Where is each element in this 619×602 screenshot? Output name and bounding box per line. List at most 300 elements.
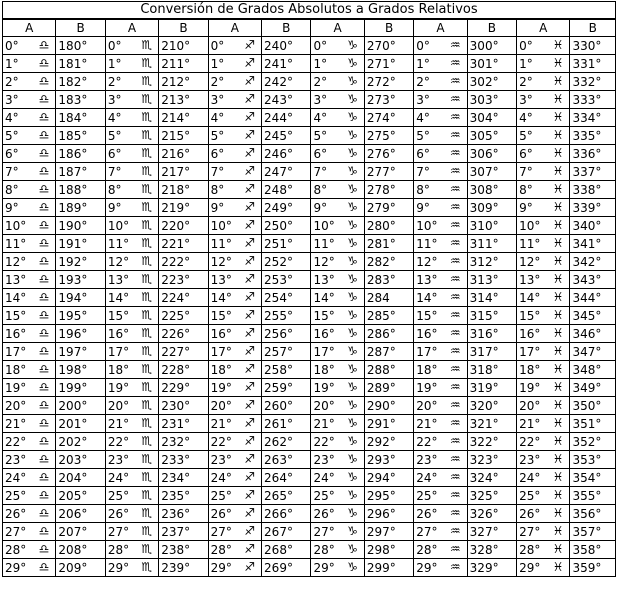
relative-degree-value: 26° [210, 506, 232, 521]
relative-degree-value: 5° [5, 128, 19, 143]
absolute-degree-cell: 260° [262, 397, 311, 415]
relative-degree-cell [517, 361, 570, 379]
capricorn-icon: ♑ [347, 344, 358, 358]
capricorn-icon: ♑ [347, 488, 358, 502]
capricorn-icon: ♑ [347, 290, 358, 304]
relative-degree-value: 8° [519, 182, 533, 197]
relative-degree-cell [517, 397, 570, 415]
relative-degree-value: 2° [416, 74, 430, 89]
relative-degree-value: 20° [210, 398, 232, 413]
relative-degree-value: 29° [210, 560, 232, 575]
relative-degree-cell [105, 271, 158, 289]
relative-degree-cell [208, 541, 261, 559]
column-header-a: A [3, 19, 56, 37]
absolute-degree-cell: 216° [159, 145, 208, 163]
sagittarius-icon: ♐ [244, 128, 256, 142]
relative-degree-cell [3, 73, 56, 91]
relative-degree-cell [208, 307, 261, 325]
relative-degree-value: 19° [313, 380, 335, 395]
relative-degree-cell [517, 469, 570, 487]
relative-degree-cell [105, 163, 158, 181]
relative-degree-cell [208, 55, 261, 73]
absolute-degree-cell: 328° [467, 541, 516, 559]
pisces-icon: ♓ [552, 272, 564, 286]
aquarius-icon: ♒ [449, 254, 461, 268]
absolute-degree-cell: 228° [159, 361, 208, 379]
capricorn-icon: ♑ [347, 272, 358, 286]
absolute-degree-cell: 272° [364, 73, 413, 91]
relative-degree-value: 10° [107, 218, 130, 233]
sagittarius-icon: ♐ [244, 542, 256, 556]
table-body [3, 37, 616, 577]
table-row [3, 163, 616, 181]
absolute-degree-cell: 283° [364, 271, 413, 289]
absolute-degree-cell: 226° [159, 325, 208, 343]
scorpio-icon: ♏ [141, 164, 153, 178]
capricorn-icon: ♑ [347, 38, 358, 52]
relative-degree-value: 3° [5, 92, 19, 107]
capricorn-icon: ♑ [347, 128, 358, 142]
absolute-degree-cell: 231° [159, 415, 208, 433]
absolute-degree-cell: 350° [570, 397, 616, 415]
relative-degree-cell [3, 217, 56, 235]
relative-degree-cell [414, 217, 467, 235]
absolute-degree-cell: 191° [56, 235, 105, 253]
relative-degree-value: 7° [416, 164, 430, 179]
relative-degree-value: 26° [416, 506, 438, 521]
capricorn-icon: ♑ [347, 506, 358, 520]
relative-degree-value: 4° [313, 110, 328, 125]
relative-degree-cell [208, 109, 261, 127]
relative-degree-value: 4° [107, 110, 122, 125]
relative-degree-value: 18° [210, 362, 232, 377]
relative-degree-cell [311, 307, 364, 325]
absolute-degree-cell: 321° [467, 415, 516, 433]
relative-degree-value: 3° [519, 92, 533, 107]
relative-degree-cell [517, 91, 570, 109]
relative-degree-value: 25° [210, 488, 232, 503]
column-header-b: B [467, 19, 516, 37]
relative-degree-cell [105, 433, 158, 451]
relative-degree-value: 12° [416, 254, 438, 269]
table-row [3, 541, 616, 559]
absolute-degree-cell: 189° [56, 199, 105, 217]
absolute-degree-cell: 266° [262, 505, 311, 523]
relative-degree-value: 5° [519, 128, 533, 143]
aquarius-icon: ♒ [449, 164, 461, 178]
relative-degree-value: 0° [5, 38, 19, 53]
relative-degree-cell [208, 217, 261, 235]
scorpio-icon: ♏ [141, 434, 153, 448]
relative-degree-value: 17° [416, 344, 438, 359]
pisces-icon: ♓ [552, 128, 564, 142]
absolute-degree-cell: 225° [159, 307, 208, 325]
aquarius-icon: ♒ [449, 308, 461, 322]
sagittarius-icon: ♐ [244, 470, 256, 484]
absolute-degree-cell: 342° [570, 253, 616, 271]
relative-degree-cell [105, 325, 158, 343]
relative-degree-value: 3° [313, 92, 328, 107]
relative-degree-value: 22° [416, 434, 438, 449]
relative-degree-value: 27° [210, 524, 232, 539]
relative-degree-value: 6° [313, 146, 328, 161]
relative-degree-value: 28° [416, 542, 438, 557]
table-row [3, 145, 616, 163]
sagittarius-icon: ♐ [244, 92, 256, 106]
relative-degree-cell [414, 253, 467, 271]
libra-icon: ♎ [38, 524, 50, 538]
relative-degree-cell [414, 469, 467, 487]
relative-degree-value: 10° [416, 218, 438, 233]
absolute-degree-cell: 249° [262, 199, 311, 217]
relative-degree-cell [208, 451, 261, 469]
absolute-degree-cell: 315° [467, 307, 516, 325]
relative-degree-value: 21° [519, 416, 541, 431]
absolute-degree-cell: 358° [570, 541, 616, 559]
capricorn-icon: ♑ [347, 200, 358, 214]
table-row [3, 451, 616, 469]
relative-degree-cell [517, 523, 570, 541]
aquarius-icon: ♒ [449, 524, 461, 538]
libra-icon: ♎ [38, 344, 50, 358]
table-row [3, 73, 616, 91]
relative-degree-value: 24° [107, 470, 130, 485]
absolute-degree-cell: 351° [570, 415, 616, 433]
absolute-degree-cell: 214° [159, 109, 208, 127]
relative-degree-cell [105, 451, 158, 469]
absolute-degree-cell: 294° [364, 469, 413, 487]
column-header-b: B [159, 19, 208, 37]
absolute-degree-cell: 271° [364, 55, 413, 73]
aquarius-icon: ♒ [449, 344, 461, 358]
relative-degree-value: 21° [313, 416, 335, 431]
absolute-degree-cell: 253° [262, 271, 311, 289]
relative-degree-cell [3, 163, 56, 181]
relative-degree-cell [517, 73, 570, 91]
absolute-degree-cell: 267° [262, 523, 311, 541]
scorpio-icon: ♏ [141, 506, 153, 520]
absolute-degree-cell: 236° [159, 505, 208, 523]
relative-degree-value: 14° [313, 290, 335, 305]
relative-degree-value: 6° [519, 146, 533, 161]
relative-degree-cell [208, 163, 261, 181]
relative-degree-cell [311, 163, 364, 181]
column-header-b: B [262, 19, 311, 37]
scorpio-icon: ♏ [141, 200, 153, 214]
relative-degree-cell [3, 37, 56, 55]
relative-degree-value: 0° [210, 38, 225, 53]
libra-icon: ♎ [38, 218, 50, 232]
scorpio-icon: ♏ [141, 470, 153, 484]
relative-degree-cell [414, 37, 467, 55]
absolute-degree-cell: 220° [159, 217, 208, 235]
relative-degree-cell [105, 487, 158, 505]
relative-degree-cell [517, 145, 570, 163]
relative-degree-cell [414, 451, 467, 469]
relative-degree-value: 24° [210, 470, 232, 485]
absolute-degree-cell: 190° [56, 217, 105, 235]
scorpio-icon: ♏ [141, 308, 153, 322]
capricorn-icon: ♑ [347, 416, 358, 430]
relative-degree-cell [517, 379, 570, 397]
absolute-degree-cell: 268° [262, 541, 311, 559]
capricorn-icon: ♑ [347, 326, 358, 340]
absolute-degree-cell: 206° [56, 505, 105, 523]
pisces-icon: ♓ [552, 452, 564, 466]
libra-icon: ♎ [38, 398, 50, 412]
relative-degree-value: 1° [5, 56, 19, 71]
relative-degree-value: 25° [416, 488, 438, 503]
absolute-degree-cell: 254° [262, 289, 311, 307]
pisces-icon: ♓ [552, 488, 564, 502]
relative-degree-value: 25° [107, 488, 130, 503]
absolute-degree-cell: 235° [159, 487, 208, 505]
relative-degree-cell [414, 127, 467, 145]
relative-degree-cell [208, 127, 261, 145]
absolute-degree-cell: 227° [159, 343, 208, 361]
relative-degree-value: 22° [210, 434, 232, 449]
pisces-icon: ♓ [552, 344, 564, 358]
scorpio-icon: ♏ [141, 362, 153, 376]
scorpio-icon: ♏ [141, 452, 153, 466]
libra-icon: ♎ [38, 542, 50, 556]
absolute-degree-cell: 337° [570, 163, 616, 181]
absolute-degree-cell: 182° [56, 73, 105, 91]
pisces-icon: ♓ [552, 38, 564, 52]
column-header-b: B [364, 19, 413, 37]
absolute-degree-cell: 259° [262, 379, 311, 397]
absolute-degree-cell: 204° [56, 469, 105, 487]
relative-degree-value: 2° [107, 74, 122, 89]
relative-degree-value: 4° [416, 110, 430, 125]
relative-degree-value: 12° [210, 254, 232, 269]
relative-degree-value: 4° [5, 110, 19, 125]
absolute-degree-cell: 184° [56, 109, 105, 127]
scorpio-icon: ♏ [141, 74, 153, 88]
table-row [3, 253, 616, 271]
absolute-degree-cell: 323° [467, 451, 516, 469]
relative-degree-cell [208, 289, 261, 307]
column-header-b: B [56, 19, 105, 37]
relative-degree-value: 22° [313, 434, 335, 449]
table-row [3, 487, 616, 505]
relative-degree-value: 6° [416, 146, 430, 161]
table-row [3, 271, 616, 289]
relative-degree-cell [311, 433, 364, 451]
relative-degree-value: 16° [5, 326, 27, 341]
table-row [3, 559, 616, 577]
absolute-degree-cell: 195° [56, 307, 105, 325]
absolute-degree-cell: 347° [570, 343, 616, 361]
pisces-icon: ♓ [552, 290, 564, 304]
pisces-icon: ♓ [552, 542, 564, 556]
relative-degree-value: 16° [313, 326, 335, 341]
relative-degree-cell [105, 145, 158, 163]
relative-degree-value: 19° [5, 380, 27, 395]
relative-degree-cell [311, 361, 364, 379]
relative-degree-value: 17° [519, 344, 541, 359]
relative-degree-cell [311, 73, 364, 91]
sagittarius-icon: ♐ [244, 74, 256, 88]
absolute-degree-cell: 201° [56, 415, 105, 433]
scorpio-icon: ♏ [141, 380, 153, 394]
absolute-degree-cell: 292° [364, 433, 413, 451]
absolute-degree-cell: 313° [467, 271, 516, 289]
absolute-degree-cell: 248° [262, 181, 311, 199]
relative-degree-cell [105, 397, 158, 415]
table-row [3, 199, 616, 217]
scorpio-icon: ♏ [141, 146, 153, 160]
absolute-degree-cell: 257° [262, 343, 311, 361]
capricorn-icon: ♑ [347, 524, 358, 538]
relative-degree-cell [414, 523, 467, 541]
relative-degree-value: 2° [210, 74, 225, 89]
absolute-degree-cell: 180° [56, 37, 105, 55]
pisces-icon: ♓ [552, 470, 564, 484]
relative-degree-value: 17° [210, 344, 232, 359]
absolute-degree-cell: 295° [364, 487, 413, 505]
relative-degree-cell [517, 541, 570, 559]
pisces-icon: ♓ [552, 74, 564, 88]
absolute-degree-cell: 233° [159, 451, 208, 469]
relative-degree-cell [208, 271, 261, 289]
capricorn-icon: ♑ [347, 146, 358, 160]
libra-icon: ♎ [38, 236, 50, 250]
pisces-icon: ♓ [552, 182, 564, 196]
absolute-degree-cell: 261° [262, 415, 311, 433]
relative-degree-value: 28° [519, 542, 541, 557]
scorpio-icon: ♏ [141, 56, 153, 70]
scorpio-icon: ♏ [141, 110, 153, 124]
libra-icon: ♎ [38, 452, 50, 466]
relative-degree-cell [517, 199, 570, 217]
sagittarius-icon: ♐ [244, 452, 256, 466]
relative-degree-value: 26° [519, 506, 541, 521]
absolute-degree-cell: 188° [56, 181, 105, 199]
relative-degree-cell [105, 505, 158, 523]
relative-degree-value: 8° [313, 182, 328, 197]
relative-degree-value: 27° [416, 524, 438, 539]
relative-degree-cell [3, 451, 56, 469]
relative-degree-cell [3, 505, 56, 523]
capricorn-icon: ♑ [347, 56, 358, 70]
relative-degree-value: 18° [416, 362, 438, 377]
absolute-degree-cell: 310° [467, 217, 516, 235]
scorpio-icon: ♏ [141, 326, 153, 340]
relative-degree-value: 28° [210, 542, 232, 557]
relative-degree-value: 11° [519, 236, 541, 251]
relative-degree-cell [414, 415, 467, 433]
sagittarius-icon: ♐ [244, 344, 256, 358]
relative-degree-cell [208, 523, 261, 541]
absolute-degree-cell: 245° [262, 127, 311, 145]
relative-degree-cell [517, 217, 570, 235]
relative-degree-cell [517, 559, 570, 577]
relative-degree-cell [311, 415, 364, 433]
absolute-degree-cell: 198° [56, 361, 105, 379]
relative-degree-cell [105, 37, 158, 55]
capricorn-icon: ♑ [347, 362, 358, 376]
relative-degree-value: 12° [5, 254, 27, 269]
absolute-degree-cell: 224° [159, 289, 208, 307]
scorpio-icon: ♏ [141, 92, 153, 106]
absolute-degree-cell: 341° [570, 235, 616, 253]
sagittarius-icon: ♐ [244, 56, 256, 70]
libra-icon: ♎ [38, 164, 50, 178]
relative-degree-cell [3, 91, 56, 109]
relative-degree-value: 19° [519, 380, 541, 395]
sagittarius-icon: ♐ [244, 398, 256, 412]
relative-degree-value: 5° [416, 128, 430, 143]
relative-degree-value: 0° [313, 38, 328, 53]
relative-degree-value: 28° [5, 542, 27, 557]
absolute-degree-cell: 329° [467, 559, 516, 577]
relative-degree-cell [208, 145, 261, 163]
relative-degree-cell [208, 199, 261, 217]
relative-degree-cell [311, 559, 364, 577]
relative-degree-cell [105, 469, 158, 487]
aquarius-icon: ♒ [449, 128, 461, 142]
absolute-degree-cell: 346° [570, 325, 616, 343]
absolute-degree-cell: 286° [364, 325, 413, 343]
table-row [3, 415, 616, 433]
table-row [3, 217, 616, 235]
absolute-degree-cell: 183° [56, 91, 105, 109]
relative-degree-value: 18° [5, 362, 27, 377]
absolute-degree-cell: 340° [570, 217, 616, 235]
capricorn-icon: ♑ [347, 560, 358, 574]
absolute-degree-cell: 238° [159, 541, 208, 559]
pisces-icon: ♓ [552, 254, 564, 268]
capricorn-icon: ♑ [347, 110, 358, 124]
relative-degree-value: 23° [416, 452, 438, 467]
absolute-degree-cell: 205° [56, 487, 105, 505]
relative-degree-value: 22° [107, 434, 130, 449]
capricorn-icon: ♑ [347, 542, 358, 556]
absolute-degree-cell: 353° [570, 451, 616, 469]
sagittarius-icon: ♐ [244, 200, 256, 214]
relative-degree-cell [517, 433, 570, 451]
relative-degree-value: 14° [210, 290, 232, 305]
relative-degree-cell [311, 217, 364, 235]
libra-icon: ♎ [38, 200, 50, 214]
absolute-degree-cell: 222° [159, 253, 208, 271]
relative-degree-cell [311, 91, 364, 109]
relative-degree-cell [414, 91, 467, 109]
relative-degree-value: 29° [5, 560, 27, 575]
relative-degree-value: 15° [5, 308, 27, 323]
relative-degree-cell [208, 415, 261, 433]
absolute-degree-cell: 356° [570, 505, 616, 523]
relative-degree-cell [311, 253, 364, 271]
absolute-degree-cell: 281° [364, 235, 413, 253]
relative-degree-value: 21° [107, 416, 130, 431]
relative-degree-value: 29° [416, 560, 438, 575]
relative-degree-cell [414, 145, 467, 163]
absolute-degree-cell: 314° [467, 289, 516, 307]
aquarius-icon: ♒ [449, 560, 461, 574]
aquarius-icon: ♒ [449, 146, 461, 160]
aquarius-icon: ♒ [449, 200, 461, 214]
aquarius-icon: ♒ [449, 542, 461, 556]
relative-degree-value: 28° [313, 542, 335, 557]
pisces-icon: ♓ [552, 398, 564, 412]
relative-degree-value: 15° [210, 308, 232, 323]
relative-degree-value: 9° [313, 200, 328, 215]
absolute-degree-cell: 273° [364, 91, 413, 109]
libra-icon: ♎ [38, 56, 50, 70]
absolute-degree-cell: 311° [467, 235, 516, 253]
